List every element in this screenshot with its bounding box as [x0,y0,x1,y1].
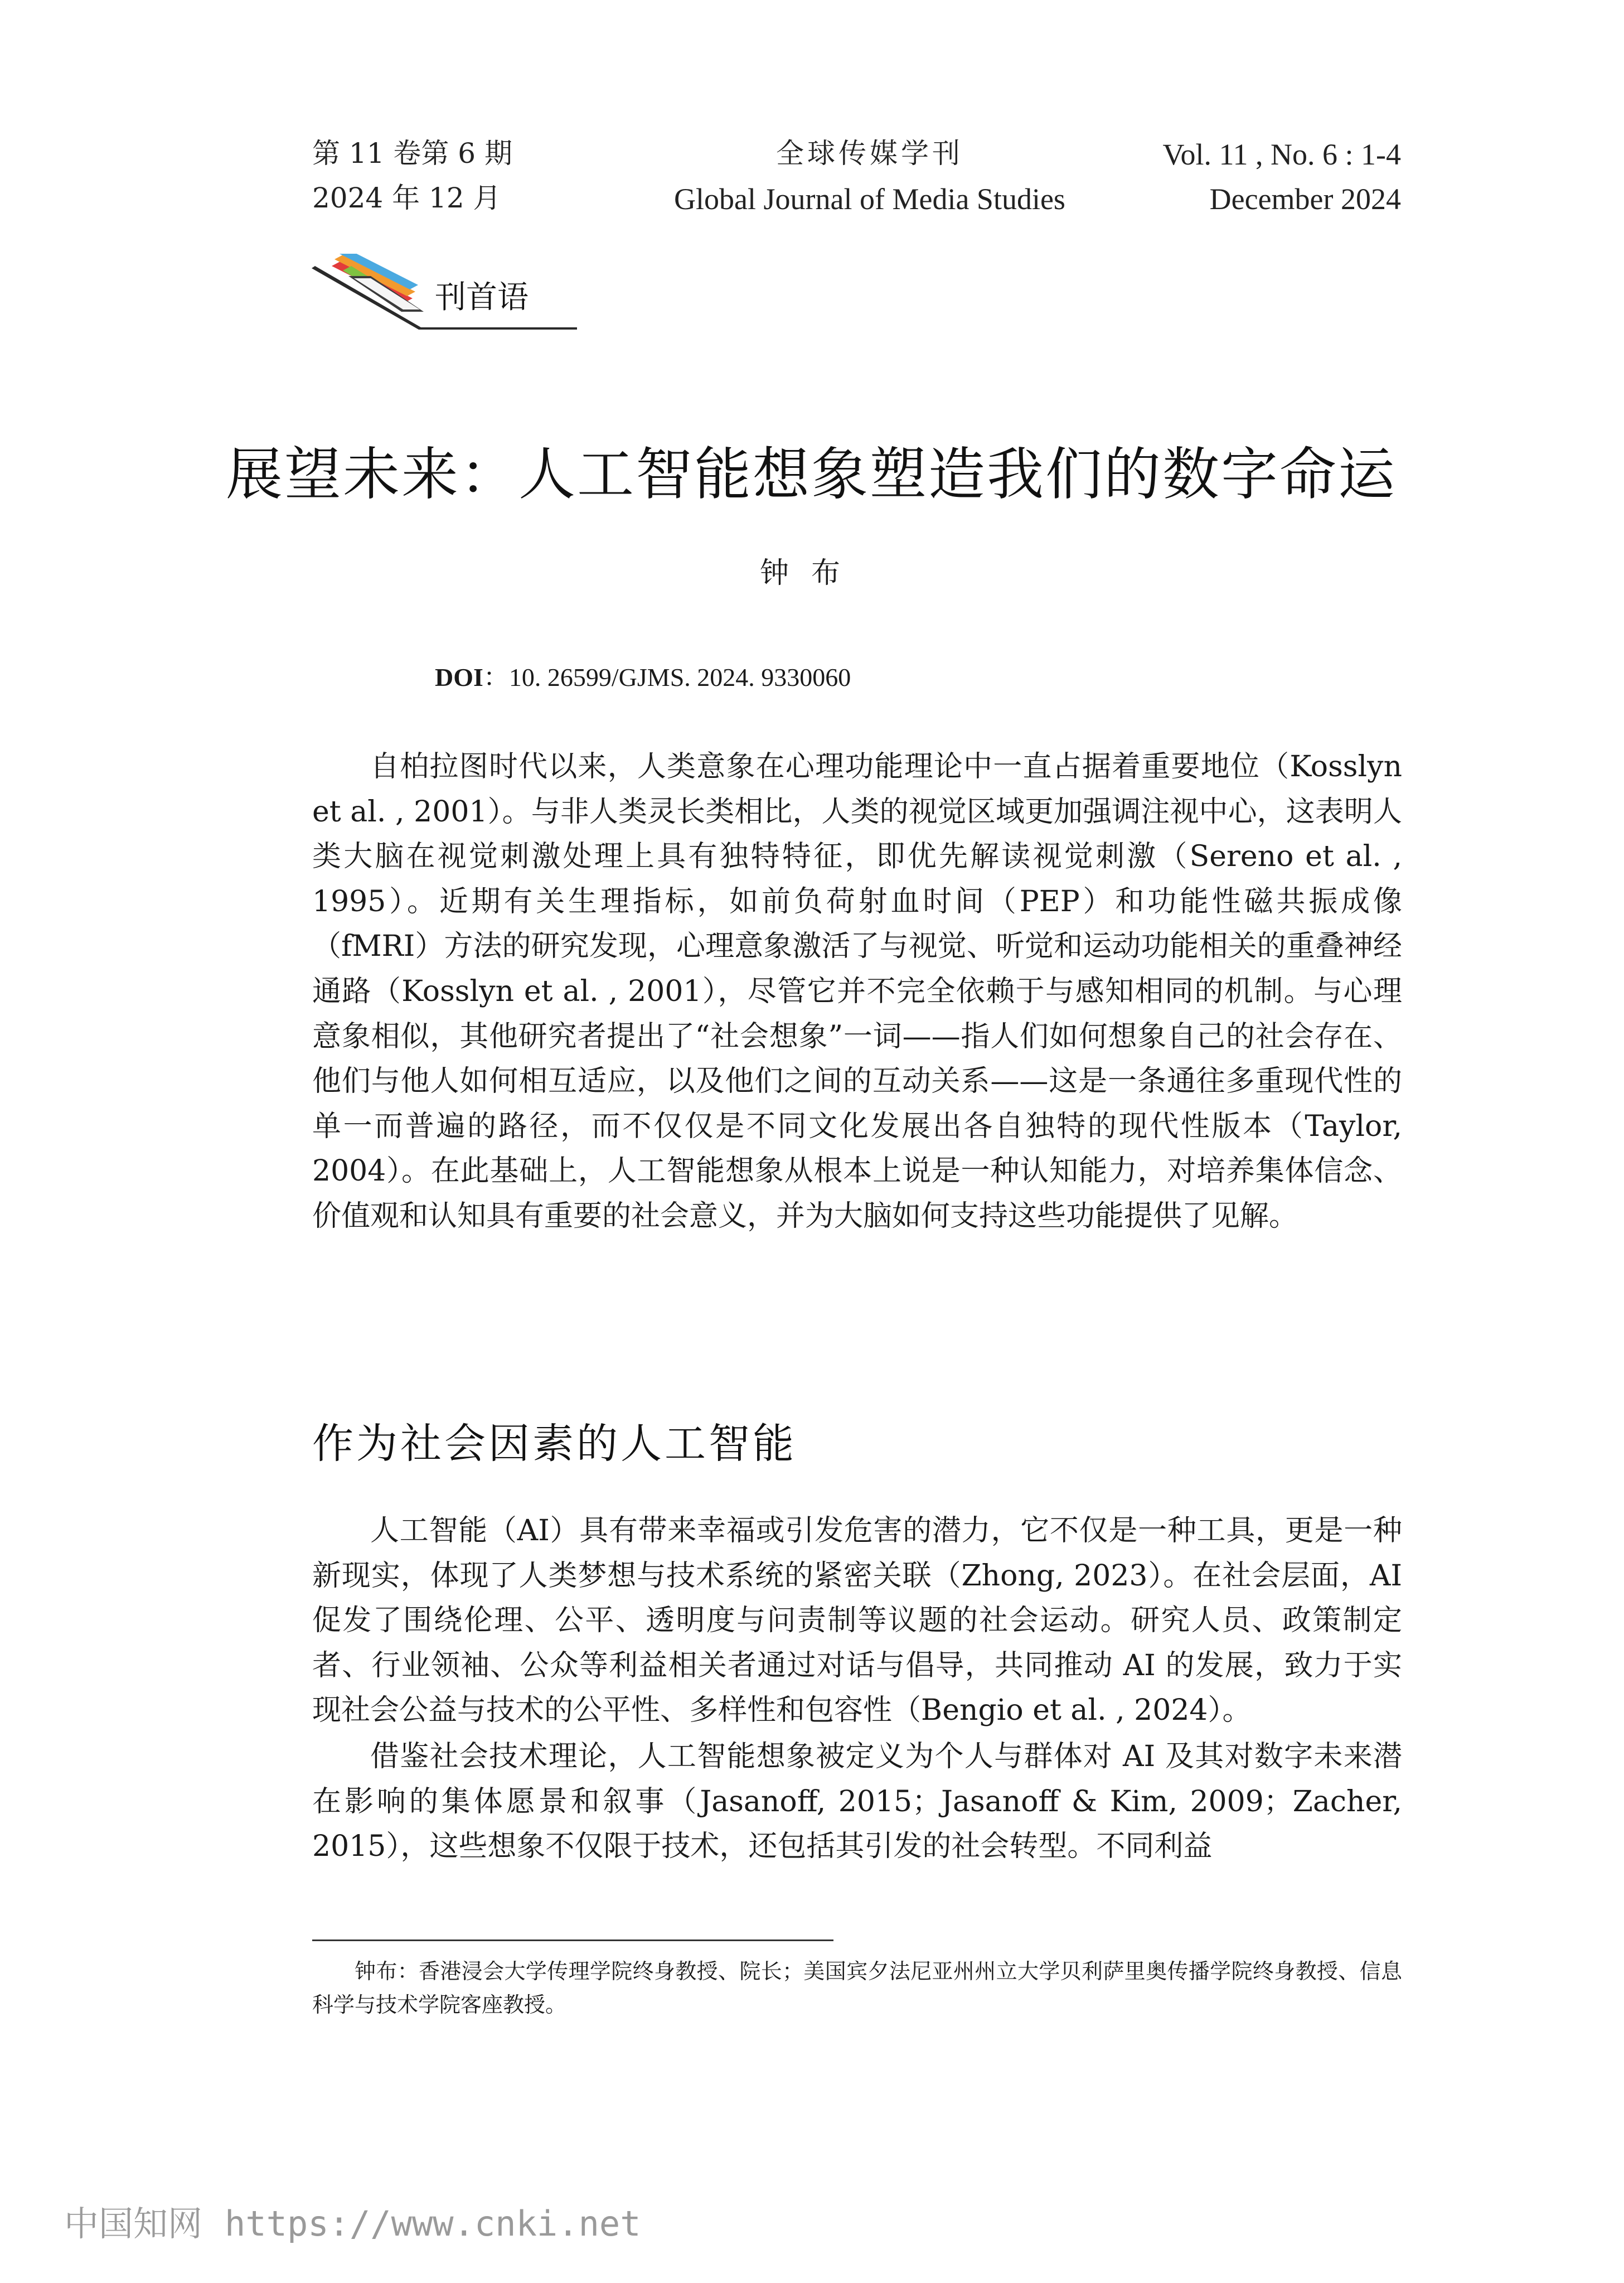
column-badge [309,254,577,332]
date-cn: 2024 年 12 月 [312,182,501,214]
watermark [64,2196,641,2246]
doi-value: ：10. 26599/GJMS. 2024. 9330060 [483,663,851,691]
watermark-url: https://www.cnki.net [225,2203,641,2244]
paragraph-3: 借鉴社会技术理论，人工智能想象被定义为个人与群体对 AI 及其对数字未来潜在影响的集体愿景和叙事（Jasanoff, 2015；Jasanoff & Kim, 2009；Zacher, 2015），这些想象不仅限于技术，还包括其引发的社会转型。不同利益 [312,1740,1402,1864]
paragraph-1: 自柏拉图时代以来，人类意象在心理功能理论中一直占据着重要地位（Kosslyn et al. , 2001）。与非人类灵长类相比，人类的视觉区域更加强调注视中心，这表明人类大脑在视觉刺激处理上具有独特特征，即优先解读视觉刺激（Sereno et al. , 1995）。近期有关生理指标，如前负荷射血时间（PEP）和功能性磁共振成像（fMRI）方法的研究发现，心理意象激活了与视觉、听觉和运动功能相关的重叠神经通路（Kosslyn et al. , 2001），尽管它并不完全依赖于与感知相同的机制。与心理意象相似，其他研究者提出了“社会想象”一词——指人们如何想象自己的社会存在、他们与他人如何相互适应，以及他们之间的互动关系——这是一条通往多重现代性的单一而普遍的路径，而不仅仅是不同文化发展出各自独特的现代性版本（Taylor, 2004）。在此基础上，人工智能想象从根本上说是一种认知能力，对培养集体信念、价值观和认知具有重要的社会意义，并为大脑如何支持这些功能提供了见解。 [312,750,1402,1233]
doi [435,657,851,694]
article-title: 展望未来：人工智能想象塑造我们的数字命运 [226,442,1397,508]
column-title: 刊首语 [435,279,529,316]
journal-name-cn: 全球传媒学刊 [776,137,963,170]
watermark-brand: 中国知网 [64,2203,203,2244]
volume-issue: 第 11 卷第 6 期 [312,137,513,170]
section-heading: 作为社会因素的人工智能 [312,1420,797,1468]
article-author: 钟布 [759,557,862,590]
date-en: December 2024 [1209,182,1401,216]
journal-name-en: Global Journal of Media Studies [674,182,1065,216]
paragraph-2: 人工智能（AI）具有带来幸福或引发危害的潜力，它不仅是一种工具，更是一种新现实，体现了人类梦想与技术系统的紧密关联（Zhong, 2023）。在社会层面，AI 促发了围绕伦理、公平、透明度与问责制等议题的社会运动。研究人员、政策制定者、行业领袖、公众等利益相关者通过对话与倡导，共同推动 AI 的发展，致力于实现社会公益与技术的公平性、多样性和包容性（Bengio et al. , 2024）。 [312,1514,1402,1728]
volume-en: Vol. 11 , No. 6 : 1-4 [1162,138,1401,171]
footnote-rule [312,1939,833,1941]
doi-label: DOI [435,663,483,691]
footnote: 钟布：香港浸会大学传理学院终身教授、院长；美国宾夕法尼亚州州立大学贝利萨里奥传播学院终身教授、信息科学与技术学院客座教授。 [312,1959,1402,2017]
